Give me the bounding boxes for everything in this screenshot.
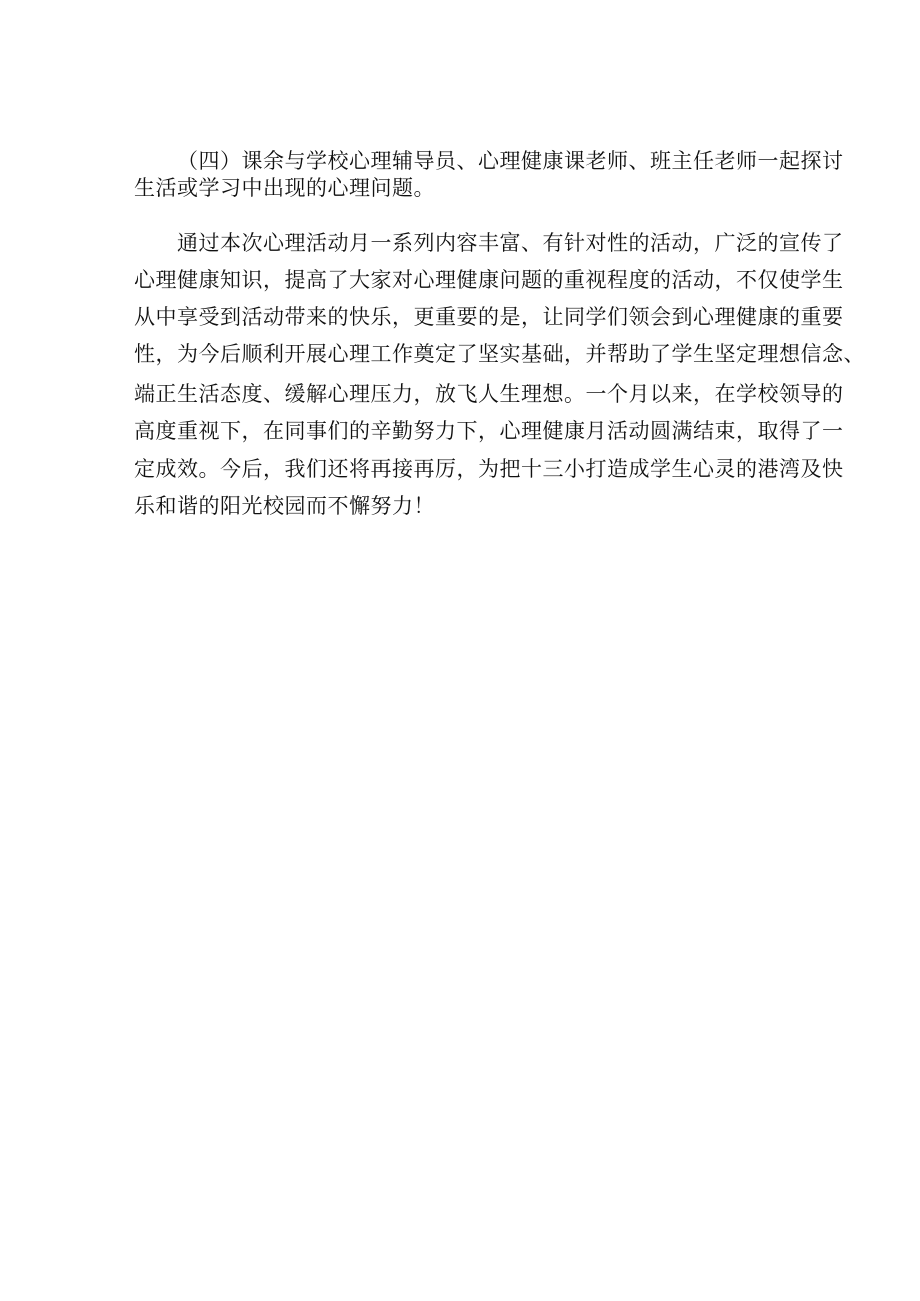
paragraph-line: 心理健康知识，提高了大家对心理健康问题的重视程度的活动，不仅使学生: [134, 268, 844, 292]
paragraph-line: 高度重视下，在同事们的辛勤努力下，心理健康月活动圆满结束，取得了一: [134, 419, 844, 443]
paragraph-line: 乐和谐的阳光校园而不懈努力！: [134, 494, 435, 518]
paragraph-line: （四）课余与学校心理辅导员、心理健康课老师、班主任老师一起探讨: [177, 149, 844, 173]
paragraph-line: 定成效。今后，我们还将再接再厉，为把十三小打造成学生心灵的港湾及快: [134, 457, 844, 481]
paragraph-line: 通过本次心理活动月一系列内容丰富、有针对性的活动，广泛的宣传了: [177, 231, 844, 255]
paragraph-line: 端正生活态度、缓解心理压力，放飞人生理想。一个月以来，在学校领导的: [134, 382, 844, 406]
paragraph-line: 性，为今后顺利开展心理工作奠定了坚实基础，并帮助了学生坚定理想信念、: [134, 342, 865, 366]
paragraph-line: 生活或学习中出现的心理问题。: [134, 176, 435, 200]
paragraph-line: 从中享受到活动带来的快乐，更重要的是，让同学们领会到心理健康的重要: [134, 305, 844, 329]
